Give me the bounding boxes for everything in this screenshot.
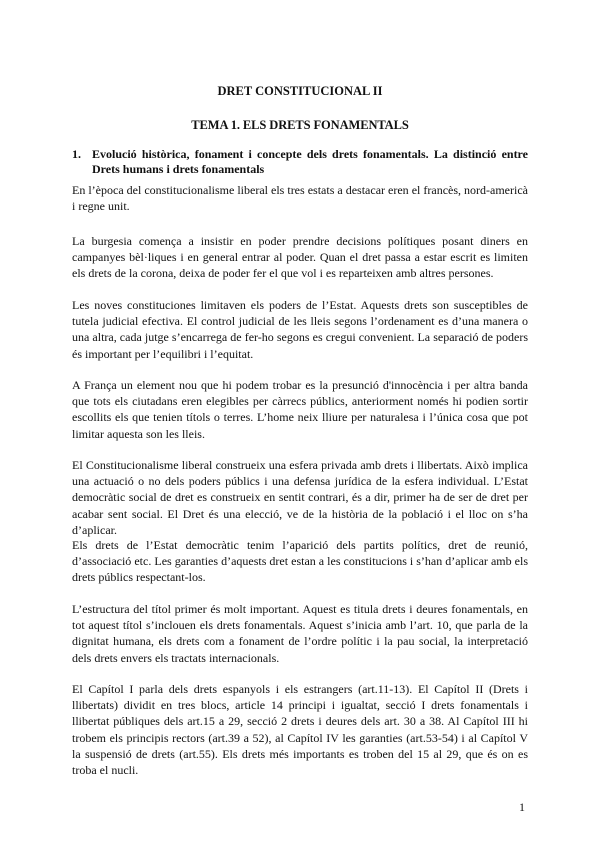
paragraph: En l’època del constitucionalisme liberal els tres estats a destacar eren el francès, nord-americà i regne unit.	[72, 183, 528, 214]
document-subtitle: TEMA 1. ELS DRETS FONAMENTALS	[191, 118, 409, 132]
paragraph: Els drets de l’Estat democràtic tenim l’aparició dels partits polítics, dret de reunió, d’associació etc. Les garanties d’aquests dret estan a les constitucions i s’han d’aplicar amb els drets públics respectant-los.	[72, 538, 528, 585]
section-heading-text: Evolució històrica, fonament i concepte dels drets fonamentals. La distinció entre Drets humans i drets fonamentals	[92, 147, 528, 176]
document-title: DRET CONSTITUCIONAL II	[217, 84, 383, 98]
paragraph: L’estructura del títol primer és molt important. Aquest es titula drets i deures fonamentals, en tot aquest títol s’inclouen els drets fonamentals. Aquest s’inicia amb l’art. 10, que parla de la dignitat humana, els drets com a fonament de l’ordre polític i la pau social, la interpretació dels drets envers els tractats internacionals.	[72, 602, 528, 665]
paragraph: Les noves constituciones limitaven els poders de l’Estat. Aquests drets son susceptibles de tutela judicial efectiva. El control judicial de les lleis segons l’ordenament es d’una manera o una altra, cada jutge s’encarrega de fer-ho segons es cregui convenient. La separació de poders és important per l’equilibri i l’equitat.	[72, 298, 528, 361]
paragraph: El Constitucionalisme liberal construeix una esfera privada amb drets i llibertats. Això implica una actuació o no dels poders públics i una defensa jurídica de la esfera individual. L’Estat democràtic social de dret es construeix en sentit contrari, és a dir, primer ha de ser de dret per acabar sent social. El Dret és una elecció, ve de la història de la població i el lloc on s’ha d’aplicar.	[72, 458, 528, 537]
paragraph: A França un element nou que hi podem trobar es la presunció d'innocència i per altra banda que tots els ciutadans eren elegibles per càrrecs públics, anteriorment només hi podien sortir escollits els que tenien títols o terres. L’home neix lliure per naturalesa i l’única cosa que pot limitar aquesta son les lleis.	[72, 378, 528, 441]
section-number: 1.	[72, 147, 81, 161]
paragraph: La burgesia comença a insistir en poder prendre decisions polítiques posant diners en campanyes bèl·liques i en general entrar al poder. Quan el dret passa a estar escrit es limiten els drets de la corona, deixa de poder fer el que vol i es reparteixen amb altres persones.	[72, 234, 528, 281]
page-number: 1	[519, 800, 525, 814]
section-heading	[72, 147, 528, 177]
paragraph: El Capítol I parla dels drets espanyols i els estrangers (art.11-13). El Capítol II (Drets i llibertats) dividit en tres blocs, article 14 principi i igualtat, secció I drets fonamentals i llibertat públiques dels art.15 a 29, secció 2 drets i deures dels art. 30 a 38. Al Capítol III hi trobem els principis rectors (art.39 a 52), al Capítol IV les garanties (art.53-54) i al Capítol V la suspensió de drets (art.55). Els drets més importants es troben del 15 al 29, que és on es troba el nucli.	[72, 682, 528, 778]
